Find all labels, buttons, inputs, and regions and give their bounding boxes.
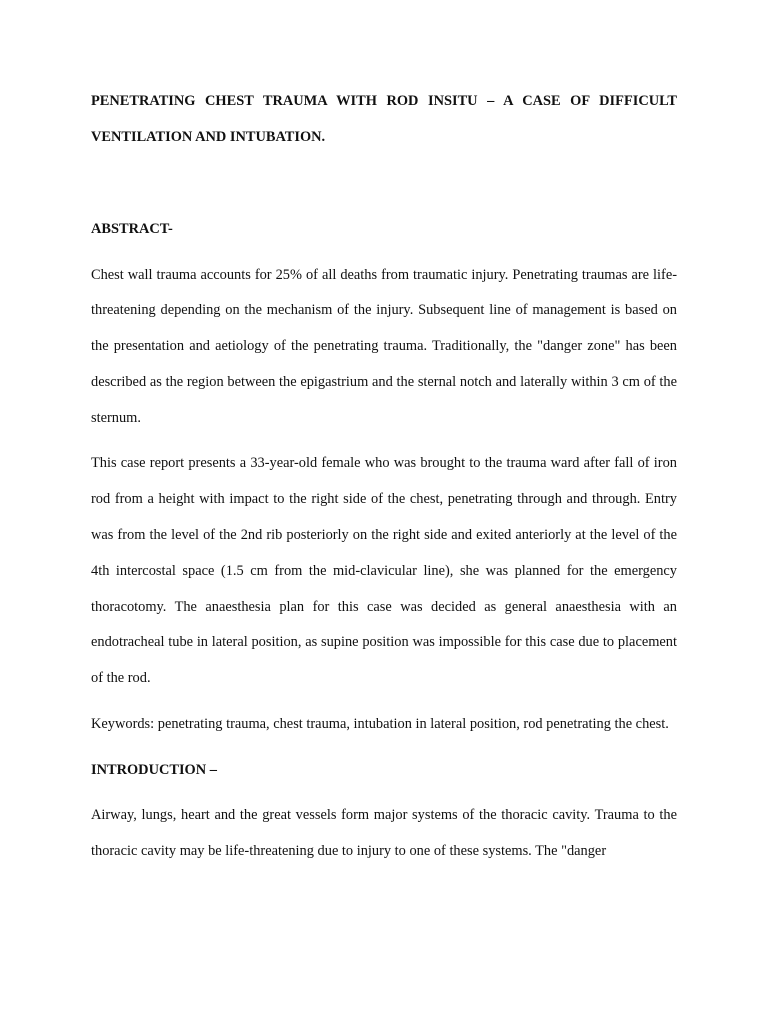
spacer — [91, 697, 677, 707]
keywords-paragraph: Keywords: penetrating trauma, chest trauma, intubation in lateral position, rod penetrating the chest. — [91, 716, 669, 733]
paper-title: PENETRATING CHEST TRAUMA WITH ROD INSITU – A CASE OF DIFFICULT VENTILATION AND INTUBATION. — [91, 93, 677, 145]
abstract-heading: ABSTRACT- — [91, 221, 173, 237]
spacer — [91, 436, 677, 446]
spacer — [91, 743, 677, 753]
spacer — [91, 155, 677, 212]
document-body — [91, 84, 677, 870]
introduction-paragraph: Airway, lungs, heart and the great vessels form major systems of the thoracic cavity. Trauma to the thoracic cavity may be life-threatening due to injury to one of these systems. The "danger — [91, 807, 677, 860]
introduction-heading: INTRODUCTION – — [91, 761, 217, 778]
abstract-paragraph-1: Chest wall trauma accounts for 25% of all deaths from traumatic injury. Penetrating traumas are life-threatening depending on the mechanism of the injury. Subsequent line of management is based on the presentation and aetiology of the penetrating trauma. Traditionally, the "danger zone" has been described as the region between the epigastrium and the sternal notch and laterally within 3 cm of the sternum. — [91, 266, 677, 426]
spacer — [91, 248, 677, 258]
spacer — [91, 788, 677, 798]
abstract-paragraph-2: This case report presents a 33-year-old female who was brought to the trauma ward after fall of iron rod from a height with impact to the right side of the chest, penetrating through and through. Entry was from the level of the 2nd rib posteriorly on the right side and exited anteriorly at the level of the 4th intercostal space (1.5 cm from the mid-clavicular line), she was planned for the emergency thoracotomy. The anaesthesia plan for this case was decided as general anaesthesia with an endotracheal tube in lateral position, as supine position was impossible for this case due to placement of the rod. — [91, 455, 677, 687]
